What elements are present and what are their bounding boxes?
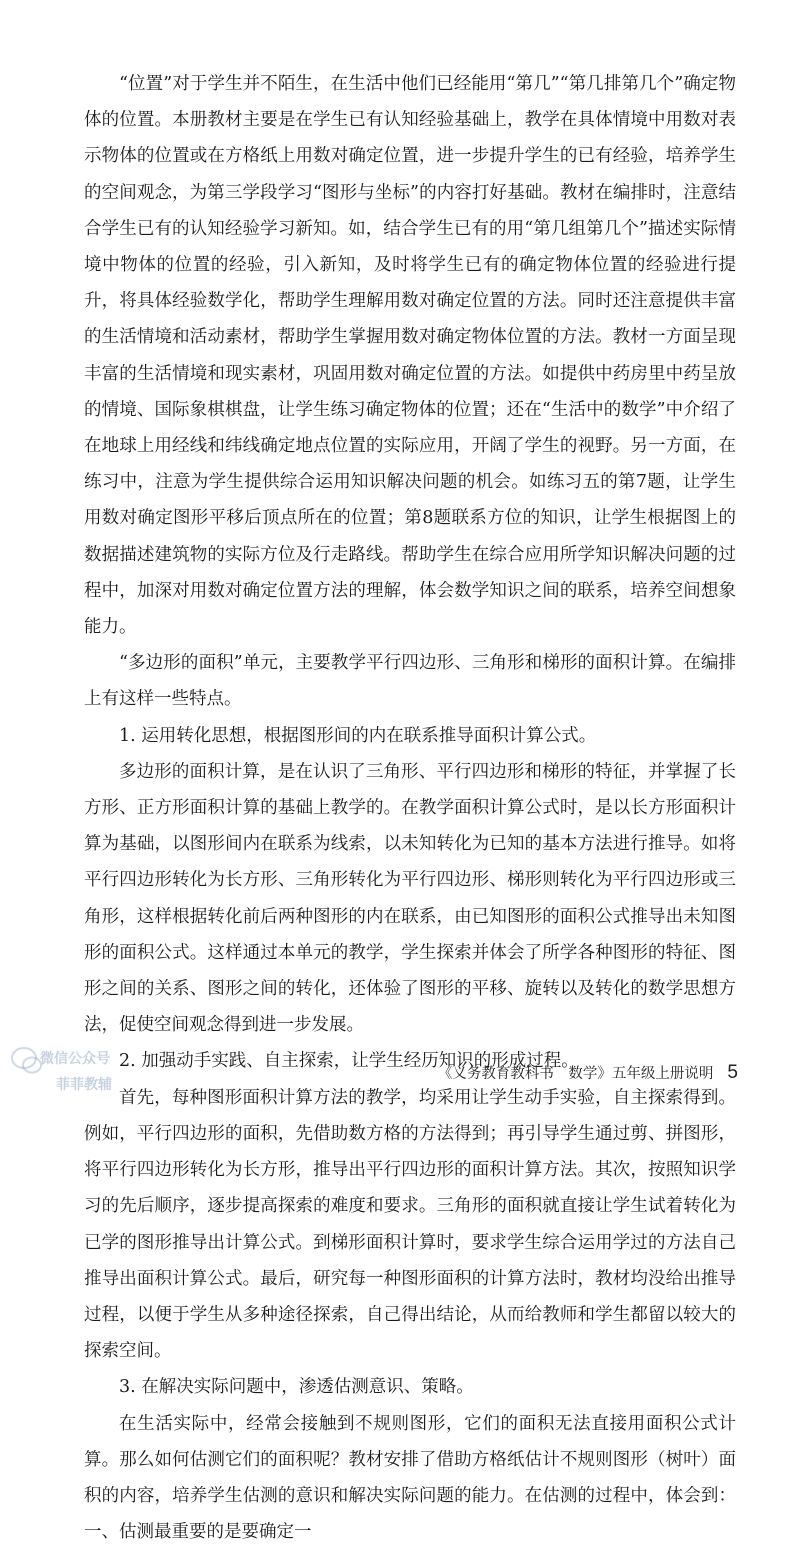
footer-book-title: 《义务教育教科书 数学》五年级上册说明: [437, 1066, 714, 1082]
paragraph-hands-on: 首先，每种图形面积计算方法的教学，均采用让学生动手实验，自主探索得到。例如，平行四边形的面积，先借助数方格的方法得到；再引导学生通过剪、拼图形，将平行四边形转化为长方形，推导出平行四边形的面积计算方法。其次，按照知识学习的先后顺序，逐步提高探索的难度和要求。三角形的面积就直接让学生试着转化为已学的图形推导出计算公式。到梯形面积计算时，要求学生综合运用学过的方法自己推导出面积计算公式。最后，研究每一种图形面积的计算方法时，教材均没给出推导过程，以便于学生从多种途径探索，自己得出结论，从而给教师和学生都留以较大的探索空间。: [84, 1087, 736, 1362]
document-body: [84, 66, 736, 1550]
paragraph-position: “位置”对于学生并不陌生，在生活中他们已经能用“第几”“第几排第几个”确定物体的位置。本册教材主要是在学生已有认知经验基础上，教学在具体情境中用数对表示物体的位置或在方格纸上用数对确定位置，进一步提升学生的已有经验，培养学生的空间观念，为第三学段学习“图形与坐标”的内容打好基础。教材在编排时，注意结合学生已有的认知经验学习新知。如，结合学生已有的用“第几组第几个”描述实际情境中物体的位置的经验，引入新知，及时将学生已有的确定物体位置的经验进行提升，将具体经验数学化，帮助学生理解用数对确定位置的方法。同时还注意提供丰富的生活情境和活动素材，帮助学生掌握用数对确定物体位置的方法。教材一方面呈现丰富的生活情境和现实素材，巩固用数对确定位置的方法。如提供中药房里中药呈放的情境、国际象棋棋盘，让学生练习确定物体的位置；还在“生活中的数学”中介绍了在地球上用经线和纬线确定地点位置的实际应用，开阔了学生的视野。另一方面，在练习中，注意为学生提供综合运用知识解决问题的机会。如练习五的第7题，让学生用数对确定图形平移后顶点所在的位置；第8题联系方位的知识，让学生根据图上的数据描述建筑物的实际方位及行走路线。帮助学生在综合应用所学知识解决问题的过程中，加深对用数对确定位置方法的理解，体会数学知识之间的联系，培养空间想象能力。: [84, 74, 736, 638]
heading-point-1: 1. 运用转化思想，根据图形间的内在联系推导面积计算公式。: [119, 725, 597, 746]
paragraph-polygon-area-intro: “多边形的面积”单元，主要教学平行四边形、三角形和梯形的面积计算。在编排上有这样一些特点。: [84, 653, 736, 710]
watermark: [6, 1040, 142, 1112]
page-footer: [437, 1062, 738, 1084]
watermark-line2: 菲菲教辅: [56, 1077, 112, 1093]
paragraph-estimation: 在生活实际中，经常会接触到不规则图形，它们的面积无法直接用面积公式计算。那么如何估测它们的面积呢？教材安排了借助方格纸估计不规则图形（树叶）面积的内容，培养学生估测的意识和解决实际问题的能力。在估测的过程中，体会到：一、估测最重要的是要确定一: [84, 1413, 736, 1543]
heading-point-2: 2. 加强动手实践、自主探索，让学生经历知识的形成过程。: [119, 1051, 579, 1072]
heading-point-3: 3. 在解决实际问题中，渗透估测意识、策略。: [119, 1377, 474, 1398]
paragraph-transformation: 多边形的面积计算，是在认识了三角形、平行四边形和梯形的特征，并掌握了长方形、正方形面积计算的基础上教学的。在教学面积计算公式时，是以长方形面积计算为基础，以图形间内在联系为线索，以未知转化为已知的基本方法进行推导。如将平行四边形转化为长方形、三角形转化为平行四边形、梯形则转化为平行四边形或三角形，这样根据转化前后两种图形的内在联系，由已知图形的面积公式推导出未知图形的面积公式。这样通过本单元的教学，学生探索并体会了所学各种图形的特征、图形之间的关系、图形之间的转化，还体验了图形的平移、旋转以及转化的数学思想方法，促使空间观念得到进一步发展。: [84, 761, 736, 1036]
watermark-line1: 微信公众号: [40, 1051, 110, 1067]
wechat-icon: [10, 1044, 44, 1078]
page-number: 5: [727, 1062, 738, 1083]
